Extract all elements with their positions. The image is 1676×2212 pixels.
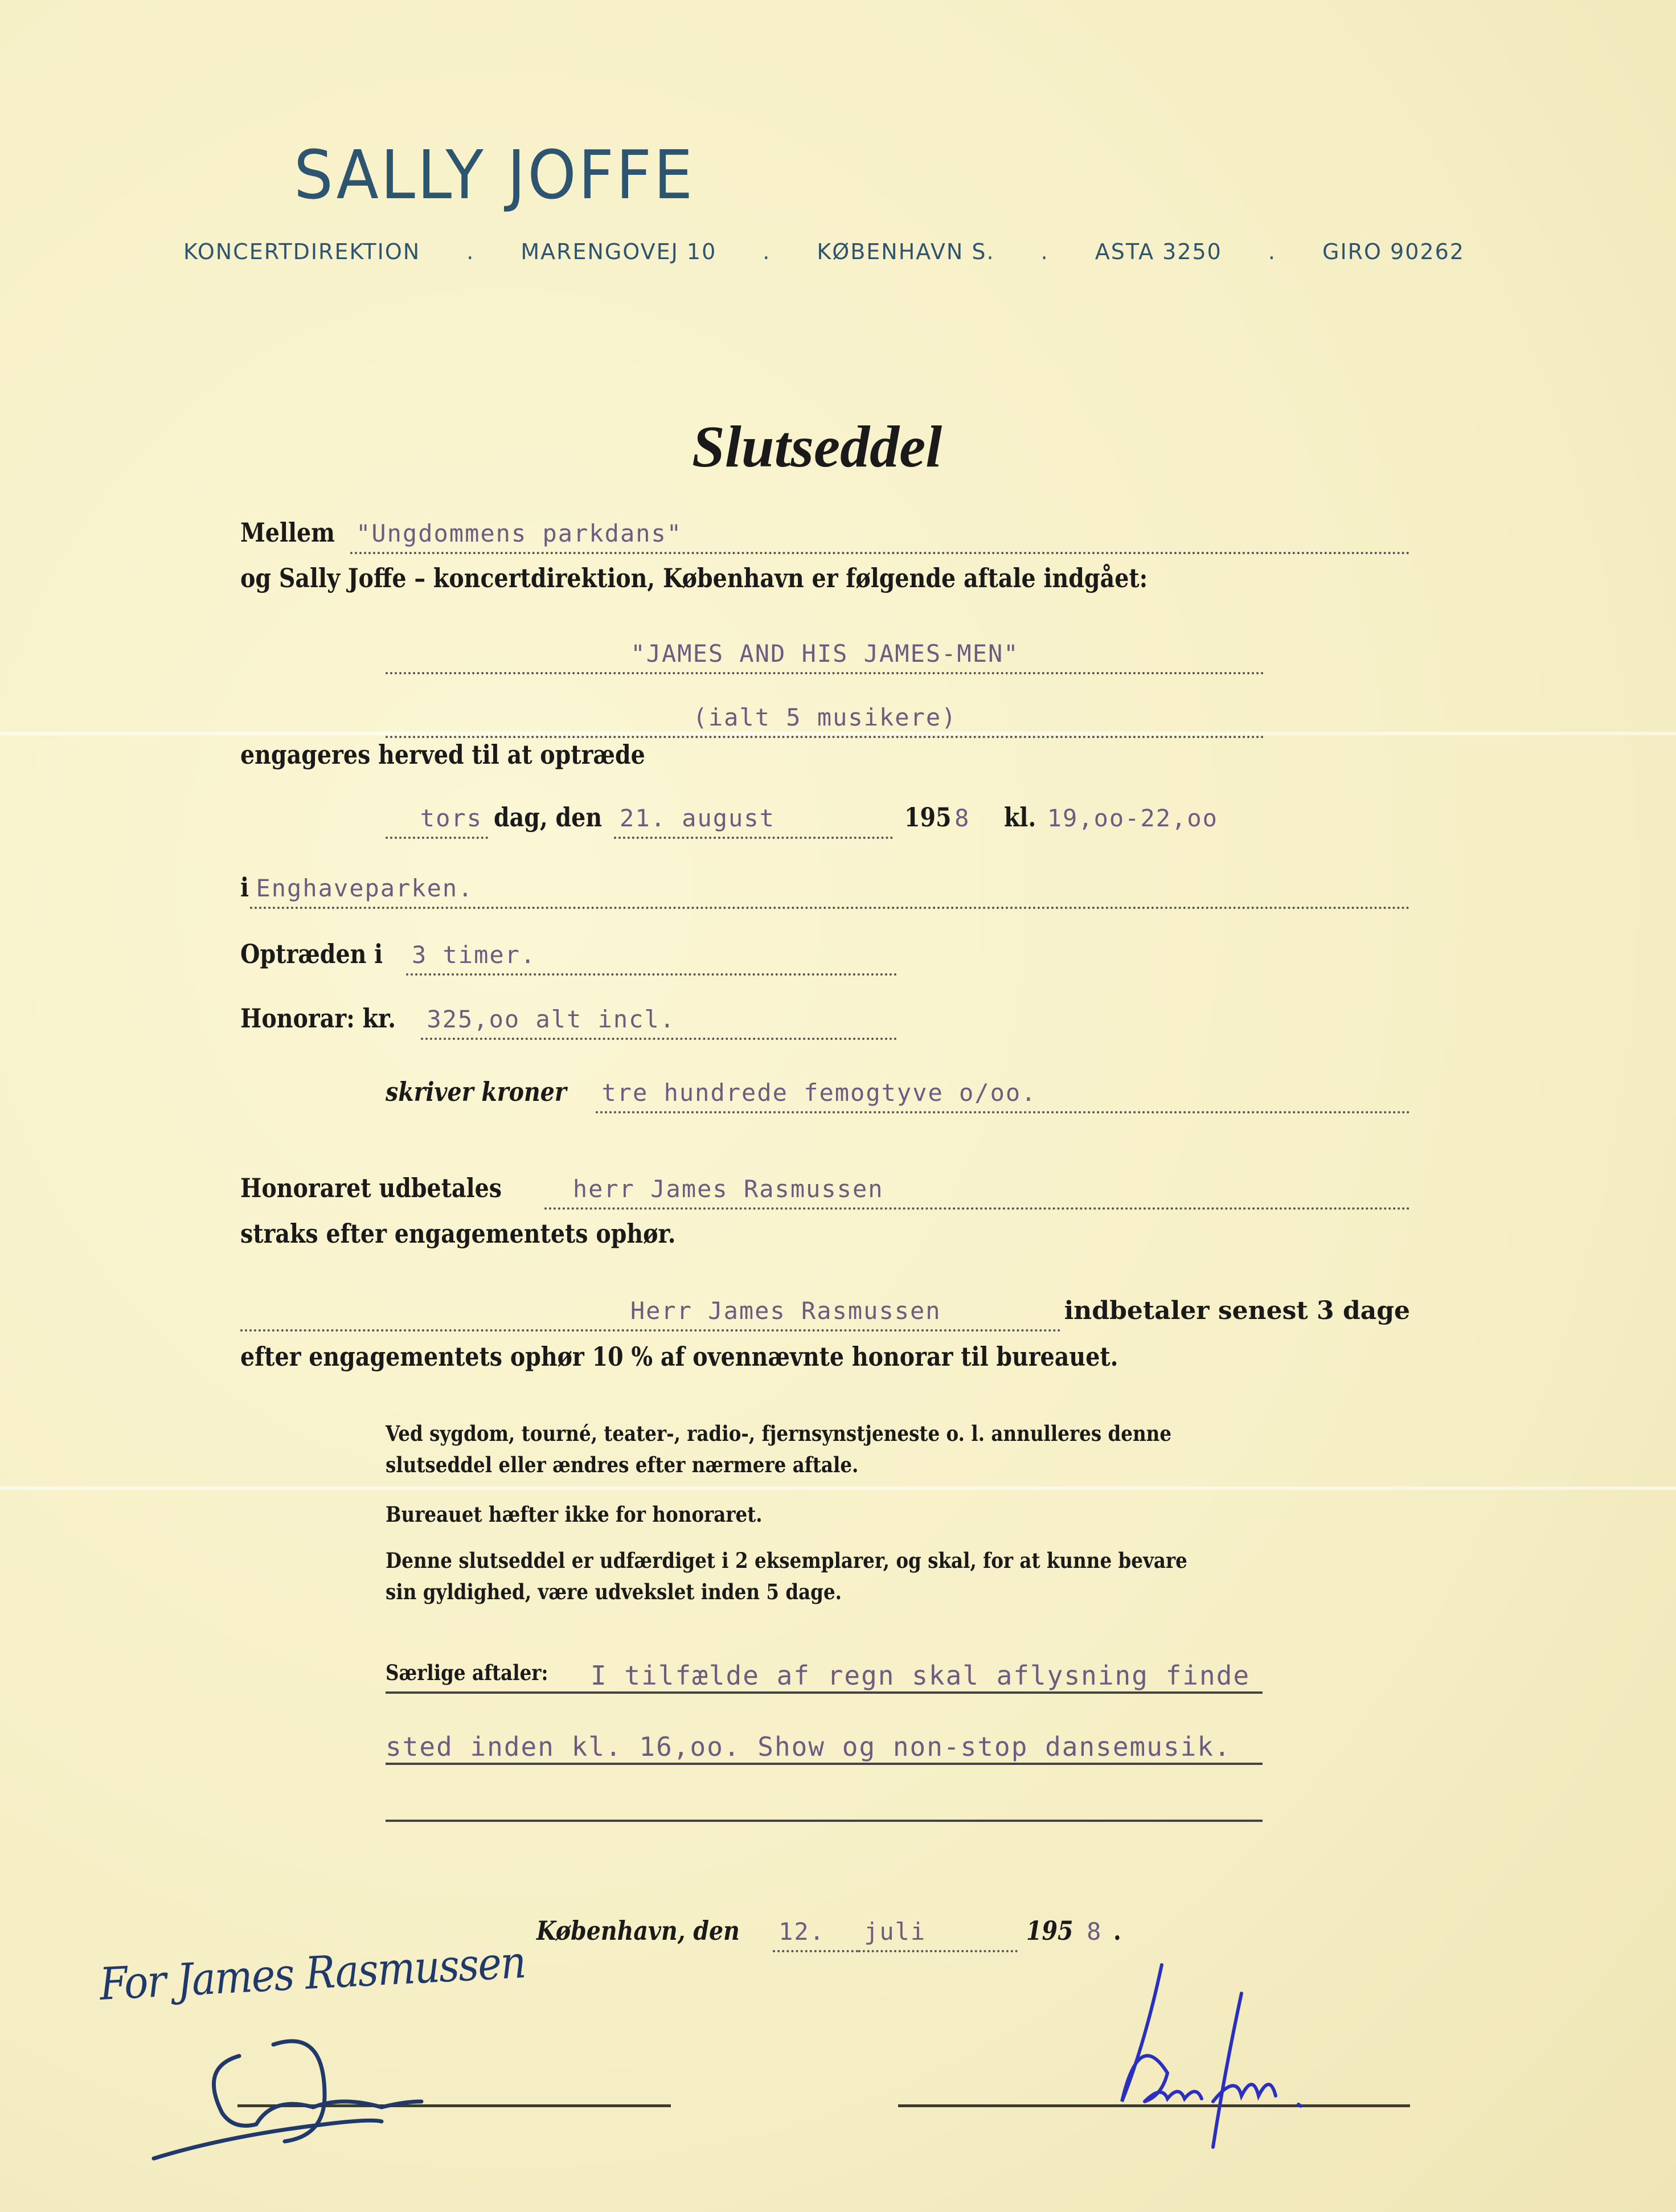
time-value: 19,oo-22,oo [1047,804,1218,832]
address-sep: . [1268,239,1276,264]
right-signature-image [1082,1959,1401,2164]
fee-value: 325,oo alt incl. [427,1005,676,1033]
special-line-1 [386,1660,1263,1694]
address-sep: . [1040,239,1049,264]
special-label: Særlige aftaler: [386,1660,548,1685]
city-label: København, den [536,1915,740,1946]
document-title: Slutseddel [692,414,943,480]
year-suffix: 8 [1087,1918,1103,1945]
paid-row [240,1171,1410,1210]
fee-label: Honorar: kr. [240,1003,396,1034]
paid-field [544,1172,1410,1210]
agreement-row [240,561,1296,595]
special-value-1: I tilfælde af regn skal aflysning finde [591,1660,1251,1691]
paid-label: Honoraret udbetales [240,1173,502,1203]
month-field [858,1915,1018,1952]
engage-row [240,738,711,772]
letterhead-name: SALLY JOFFE [294,136,695,214]
commission-field [240,1294,1061,1332]
left-signature-text: For James Rasmussen [98,1936,527,2010]
address-part: KØBENHAVN S. [817,239,995,264]
day-value: 12. [778,1918,825,1945]
day-field [773,1915,858,1952]
artist-field [386,637,1264,674]
terms-line: Ved sygdom, tourné, teater-, radio-, fjernsynstjeneste o. l. annulleres denne [386,1421,1172,1446]
artist-value: "JAMES AND HIS JAMES-MEN" [630,640,1019,667]
month-value: juli [864,1918,927,1945]
agreement-text: og Sally Joffe – koncertdirektion, København er følgende aftale indgået: [240,563,1148,593]
mellem-row [240,515,1410,554]
commission-label: indbetaler senest 3 dage [1064,1296,1410,1325]
address-part: KONCERTDIREKTION [183,239,421,264]
duration-field [406,938,897,976]
address-sep: . [466,239,475,264]
year-prefix: 195 [904,802,952,833]
duration-label: Optræden i [240,939,383,969]
paper-fold [0,1486,1676,1490]
date-field [614,801,893,839]
time-field [1042,801,1258,839]
date-row [386,800,1342,839]
special-line-3 [386,1788,1263,1822]
words-field [596,1076,1410,1113]
terms-line: slutseddel eller ændres efter nærmere aftale. [386,1452,859,1477]
terms-line: sin gyldighed, være udvekslet inden 5 dage. [386,1579,842,1604]
place-field [250,871,1410,909]
special-line-2 [386,1731,1263,1765]
weekday-value: tors [420,804,482,832]
words-label: skriver kroner [386,1076,567,1107]
paid-after-row [240,1216,747,1251]
address-part: ASTA 3250 [1095,239,1222,264]
weekday-field [386,801,488,839]
musicians-field [386,701,1264,738]
place-row [240,870,1410,909]
year-prefix: 195 [1026,1915,1073,1946]
dag-den-label: dag, den [494,802,603,833]
mellem-label: Mellem [240,517,335,548]
terms-line: Bureauet hæfter ikke for honoraret. [386,1502,763,1527]
fee-field [421,1002,897,1040]
date-value: 21. august [620,804,775,832]
duration-value: 3 timer. [411,941,536,969]
dateline-end: . [1113,1915,1122,1946]
paid-after-text: straks efter engagementets ophør. [240,1218,676,1249]
left-signature-image [85,1925,655,2187]
place-value: Enghaveparken. [256,874,474,902]
mellem-field [350,517,1410,554]
fee-row [240,1001,897,1040]
kl-label: kl. [1004,802,1036,833]
words-row [386,1075,1410,1113]
mellem-value: "Ungdommens parkdans" [356,519,683,547]
commission-value: Herr James Rasmussen [630,1297,941,1325]
paid-value: herr James Rasmussen [572,1175,884,1203]
special-value-2: sted inden kl. 16,oo. Show og non-stop dansemusik. [386,1731,1231,1762]
address-sep: . [763,239,771,264]
commission-row [240,1294,1410,1332]
address-part: GIRO 90262 [1322,239,1465,264]
place-label: i [240,872,249,903]
engage-text: engageres herved til at optræde [240,739,645,770]
year-suffix: 8 [954,804,970,832]
artist-row [386,637,1264,674]
commission-after-text: efter engagementets ophør 10 % af ovennævnte honorar til bureauet. [240,1341,1118,1372]
duration-row [240,937,897,976]
address-part: MARENGOVEJ 10 [521,239,717,264]
terms-line: Denne slutseddel er udfærdiget i 2 eksemplarer, og skal, for at kunne bevare [386,1548,1187,1573]
musicians-value: (ialt 5 musikere) [692,703,957,731]
commission-after-row [240,1340,1261,1374]
words-value: tre hundrede femogtyve o/oo. [601,1079,1037,1107]
musicians-row [386,701,1264,738]
letterhead-address [183,239,1465,264]
